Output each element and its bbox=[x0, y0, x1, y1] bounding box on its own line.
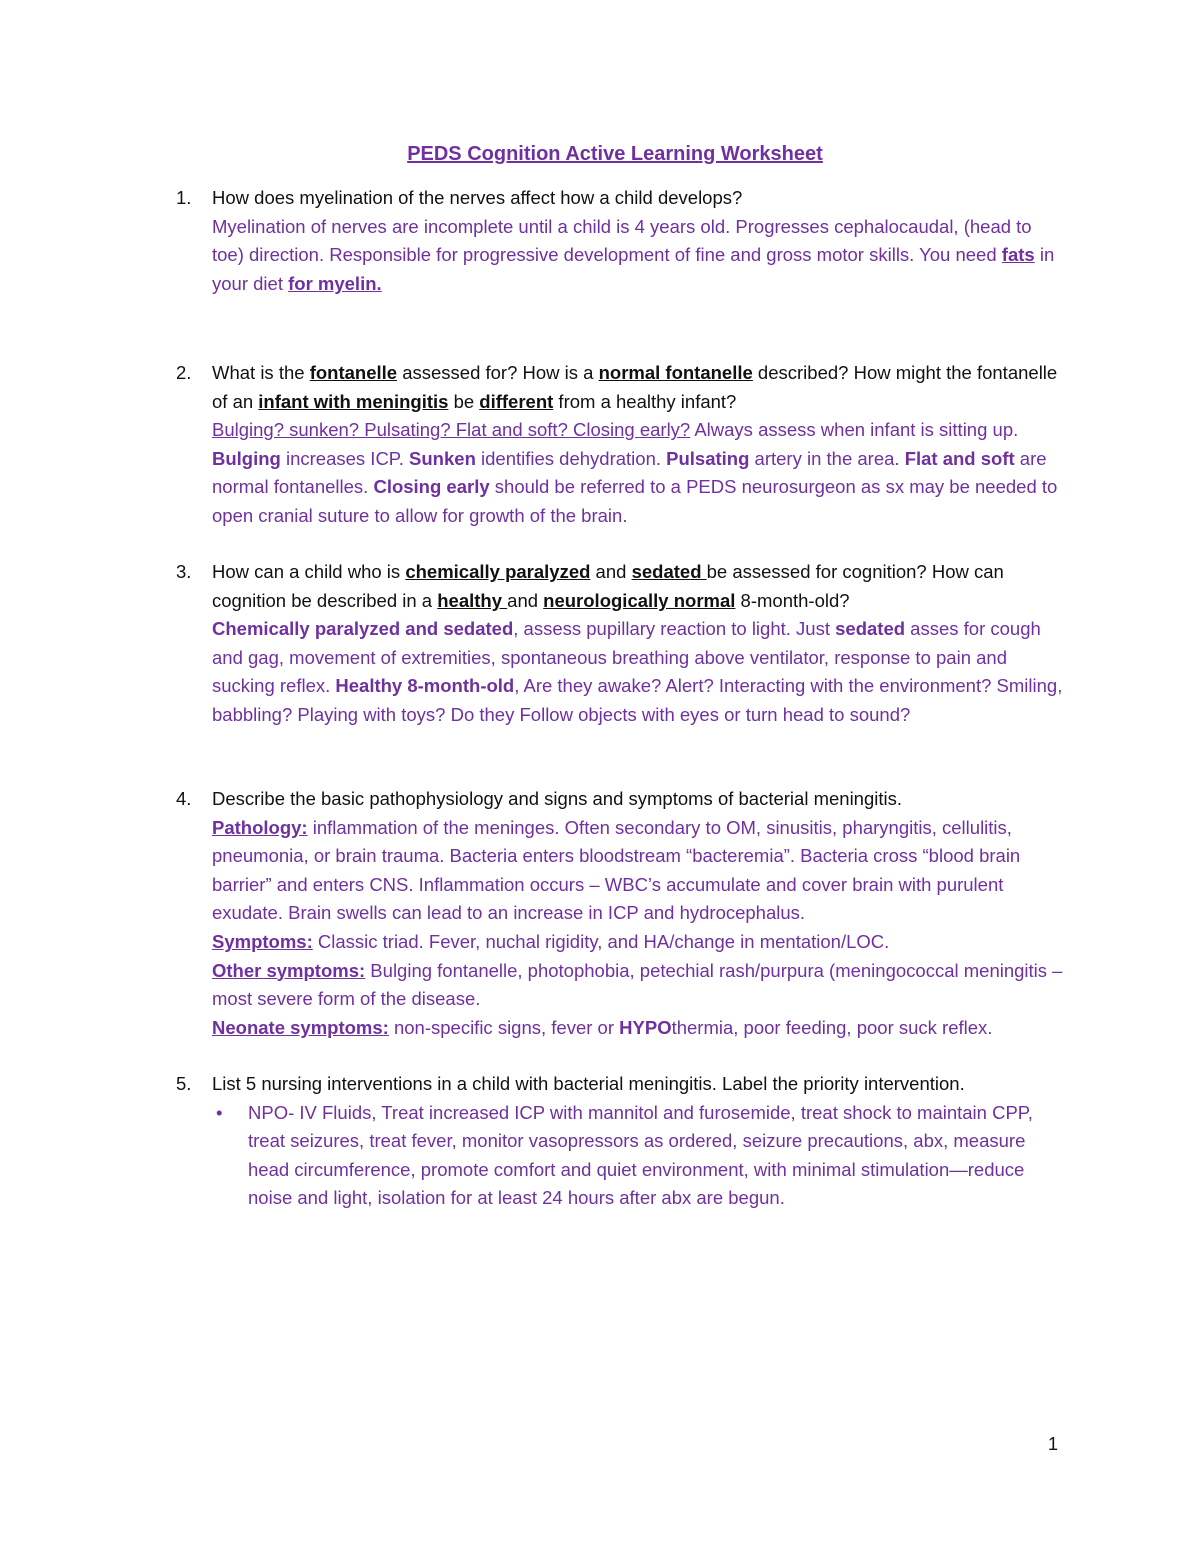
question-2 bbox=[176, 359, 1066, 531]
text-segment: be assessed for cognition? How can cognition be described in a bbox=[212, 561, 1004, 611]
answer-segment: identifies dehydration. bbox=[475, 447, 667, 469]
page-number: 1 bbox=[1048, 1434, 1059, 1454]
answer-segment: non-specific signs, fever or bbox=[388, 1016, 620, 1038]
keyword-chemically-paralyzed-sedated: Chemically paralyzed and sedated bbox=[212, 618, 514, 640]
keyword-bulging: Bulging bbox=[212, 447, 281, 469]
list-item bbox=[176, 1099, 1066, 1213]
keyword-pulsating: Pulsating bbox=[666, 447, 750, 469]
answer-segment: asses for cough and gag, movement of extremities, spontaneous breathing above ventilator, response to pain and sucking reflex. bbox=[212, 618, 1041, 697]
text-segment: be bbox=[448, 390, 480, 412]
keyword-flat-soft: Flat and soft bbox=[904, 447, 1015, 469]
answer-segment: Always assess when infant is sitting up. bbox=[690, 419, 1019, 441]
question-number: 2. bbox=[176, 362, 192, 383]
answer-segment: thermia, poor feeding, poor suck reflex. bbox=[671, 1016, 993, 1038]
text-segment: from a healthy infant? bbox=[553, 390, 737, 412]
page-title: PEDS Cognition Active Learning Worksheet bbox=[407, 143, 823, 165]
answer-segment: inflammation of the meninges. Often secondary to OM, sinusitis, pharyngitis, cellulitis, pneumonia, or brain trauma. Bacteria enters bloodstream “bacteremia”. Bacteria cross “blood brain barrier” and enters CNS. Inflammation occurs – WBC’s accumulate and cover brain with purulent exudate. Brain swells can lead to an increase in ICP and hydrocephalus. bbox=[212, 816, 1021, 924]
question-4 bbox=[176, 785, 1066, 1042]
keyword-sedated: sedated bbox=[835, 618, 906, 640]
answer-segment: should be referred to a PEDS neurosurgeon as sx may be needed to open cranial suture to allow for growth of the brain. bbox=[212, 476, 1058, 526]
answer-options: Bulging? sunken? Pulsating? Flat and soft? Closing early? bbox=[212, 419, 691, 441]
text-segment: and bbox=[590, 561, 632, 582]
answer-symptoms bbox=[212, 928, 1066, 957]
keyword-healthy-8-month: Healthy 8-month-old bbox=[335, 675, 515, 697]
answer-segment: Myelination of nerves are incomplete until a child is 4 years old. Progresses cephalocaudal, (head to toe) direction. Responsible for progressive development of fine and gross motor skills. You need bbox=[212, 215, 1032, 266]
answer-segment: in your diet bbox=[212, 244, 1055, 294]
question-text bbox=[212, 359, 1066, 416]
answer-segment: Classic triad. Fever, nuchal rigidity, and HA/change in mentation/LOC. bbox=[312, 930, 890, 952]
answer-segment: increases ICP. bbox=[280, 447, 410, 469]
keyword-neurologically-normal: neurologically normal bbox=[543, 589, 736, 611]
question-3 bbox=[176, 558, 1066, 730]
keyword-closing-early: Closing early bbox=[373, 476, 490, 498]
text-segment: What is the bbox=[212, 362, 310, 383]
label-neonate-symptoms: Neonate symptoms: bbox=[212, 1016, 389, 1038]
answer-text bbox=[212, 213, 1066, 299]
label-symptoms: Symptoms: bbox=[212, 930, 313, 952]
keyword-hypo: HYPO bbox=[619, 1016, 672, 1038]
keyword-infant-meningitis: infant with meningitis bbox=[258, 390, 449, 412]
question-number: 5. bbox=[176, 1073, 192, 1094]
text-segment: How can a child who is bbox=[212, 561, 406, 582]
keyword-fontanelle: fontanelle bbox=[309, 362, 398, 383]
answer-pathology bbox=[212, 814, 1066, 928]
keyword-fats: fats bbox=[1001, 244, 1035, 266]
text-segment: described? How might the fontanelle of an bbox=[212, 362, 1058, 412]
keyword-sedated: sedated bbox=[631, 561, 707, 582]
label-pathology: Pathology: bbox=[212, 816, 308, 838]
question-number: 4. bbox=[176, 788, 192, 809]
answer-text: NPO- IV Fluids, Treat increased ICP with mannitol and furosemide, treat shock to maintain CPP, treat seizures, treat fever, monitor vasopressors as ordered, seizure precautions, abx, measure head circumference, promote comfort and quiet environment, with minimal stimulation—reduce noise and light, isolation for at least 24 hours after abx are begun. bbox=[248, 1101, 1033, 1209]
keyword-myelin: for myelin. bbox=[288, 272, 382, 294]
text-segment: assessed for? How is a bbox=[397, 362, 599, 383]
keyword-sunken: Sunken bbox=[409, 447, 476, 469]
answer-other-symptoms bbox=[212, 957, 1066, 1014]
answer-text bbox=[212, 615, 1066, 729]
keyword-different: different bbox=[479, 390, 554, 412]
text-segment: 8-month-old? bbox=[735, 589, 850, 611]
question-1 bbox=[176, 184, 1066, 298]
answer-segment: Bulging fontanelle, photophobia, petechial rash/purpura (meningococcal meningitis – most severe form of the disease. bbox=[212, 959, 1063, 1010]
bullet-icon: • bbox=[216, 1101, 223, 1123]
question-text bbox=[212, 558, 1066, 615]
label-other-symptoms: Other symptoms: bbox=[212, 959, 366, 981]
question-number: 3. bbox=[176, 561, 192, 582]
keyword-normal-fontanelle: normal fontanelle bbox=[598, 362, 753, 383]
answer-segment: are normal fontanelles. bbox=[212, 447, 1047, 498]
question-text: Describe the basic pathophysiology and signs and symptoms of bacterial meningitis. bbox=[212, 788, 903, 809]
question-number: 1. bbox=[176, 187, 192, 208]
question-5 bbox=[176, 1070, 1066, 1213]
question-text: How does myelination of the nerves affect how a child develops? bbox=[212, 187, 743, 208]
answer-segment: artery in the area. bbox=[749, 447, 905, 469]
answer-segment: , Are they awake? Alert? Interacting with the environment? Smiling, babbling? Playing with toys? Do they Follow objects with eyes or turn head to sound? bbox=[212, 675, 1063, 725]
answer-neonate-symptoms bbox=[212, 1014, 1066, 1043]
answer-segment: , assess pupillary reaction to light. Just bbox=[513, 618, 836, 640]
keyword-healthy: healthy bbox=[437, 589, 508, 611]
text-segment: and bbox=[507, 589, 544, 611]
keyword-chemically-paralyzed: chemically paralyzed bbox=[405, 561, 591, 582]
question-text: List 5 nursing interventions in a child with bacterial meningitis. Label the priority intervention. bbox=[212, 1073, 965, 1094]
answer-text bbox=[212, 416, 1066, 530]
